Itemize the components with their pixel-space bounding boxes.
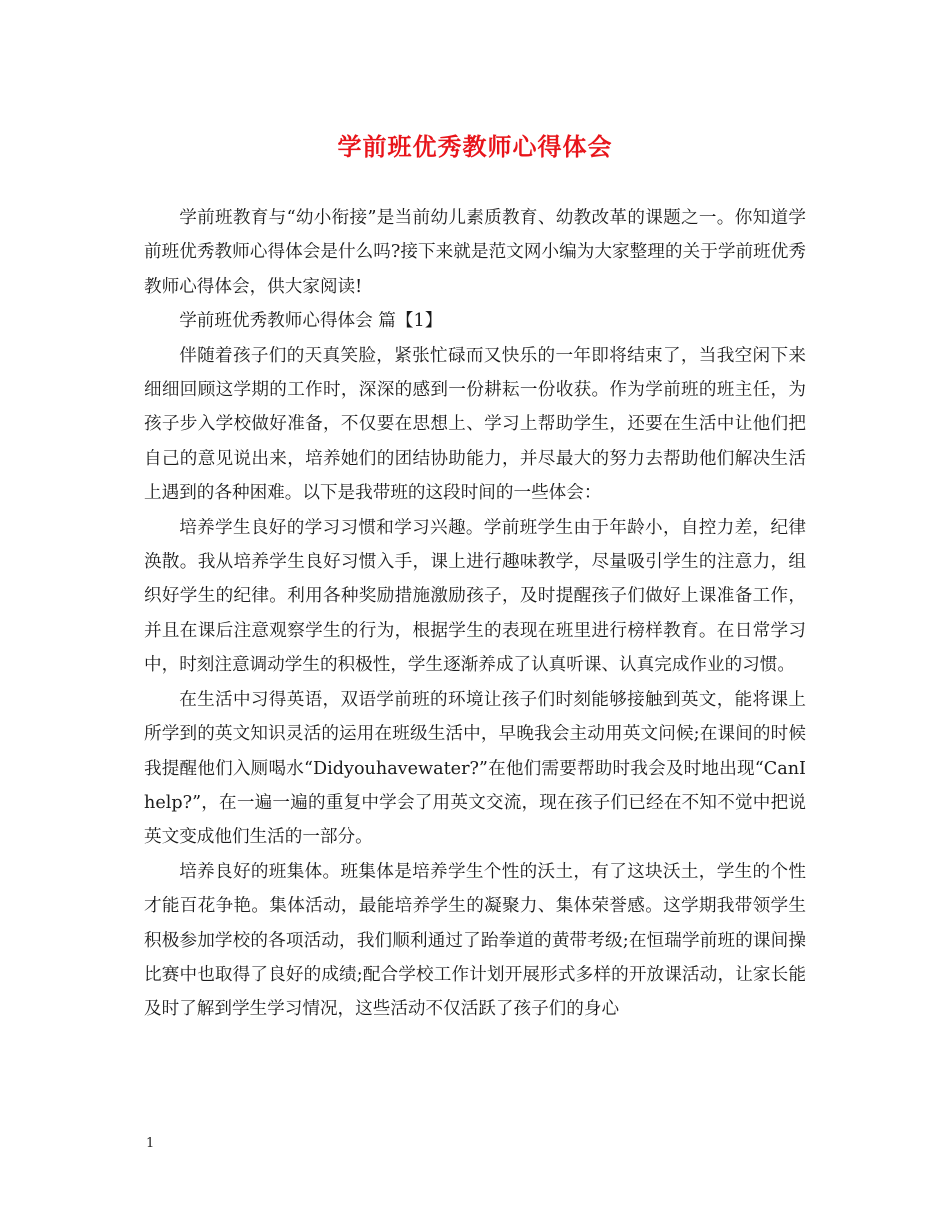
- section-heading: 学前班优秀教师心得体会 篇【1】: [179, 311, 443, 332]
- document-title: 学前班优秀教师心得体会: [337, 132, 613, 161]
- paragraph-intro: 学前班教育与“幼小衔接”是当前幼儿素质教育、幼教改革的课题之一。你知道学前班优秀教师心得体会是什么吗?接下来就是范文网小编为大家整理的关于学前班优秀教师心得体会，供大家阅读!: [144, 208, 806, 297]
- paragraph-english-learning: 在生活中习得英语，双语学前班的环境让孩子们时刻能够接触到英文，能将课上所学到的英文知识灵活的运用在班级生活中，早晚我会主动用英文问候;在课间的时候我提醒他们入厕喝水“Didyouhavewater?”在他们需要帮助时我会及时地出现“CanIhelp?”，在一遍一遍的重复中学会了用英文交流，现在孩子们已经在不知不觉中把说英文变成他们生活的一部分。: [144, 689, 806, 848]
- paragraph-reflection: 伴随着孩子们的天真笑脸，紧张忙碌而又快乐的一年即将结束了，当我空闲下来细细回顾这学期的工作时，深深的感到一份耕耘一份收获。作为学前班的班主任，为孩子步入学校做好准备，不仅要在思想上、学习上帮助学生，还要在生活中让他们把自己的意见说出来，培养她们的团结协助能力，并尽最大的努力去帮助他们解决生活上遇到的各种困难。以下是我带班的这段时间的一些体会：: [144, 345, 806, 504]
- paragraph-class-collective: 培养良好的班集体。班集体是培养学生个性的沃土，有了这块沃土，学生的个性才能百花争艳。集体活动，最能培养学生的凝聚力、集体荣誉感。这学期我带领学生积极参加学校的各项活动，我们顺利通过了跆拳道的黄带考级;在恒瑞学前班的课间操比赛中也取得了良好的成绩;配合学校工作计划开展形式多样的开放课活动，让家长能及时了解到学生学习情况，这些活动不仅活跃了孩子们的身心: [144, 861, 806, 1020]
- paragraph-study-habits: 培养学生良好的学习习惯和学习兴趣。学前班学生由于年龄小，自控力差，纪律涣散。我从培养学生良好习惯入手，课上进行趣味教学，尽量吸引学生的注意力，组织好学生的纪律。利用各种奖励措施激励孩子，及时提醒孩子们做好上课准备工作，并且在课后注意观察学生的行为，根据学生的表现在班里进行榜样教育。在日常学习中，时刻注意调动学生的积极性，学生逐渐养成了认真听课、认真完成作业的习惯。: [144, 517, 806, 676]
- document-body: [144, 201, 806, 1027]
- page-number: 1: [146, 1136, 155, 1151]
